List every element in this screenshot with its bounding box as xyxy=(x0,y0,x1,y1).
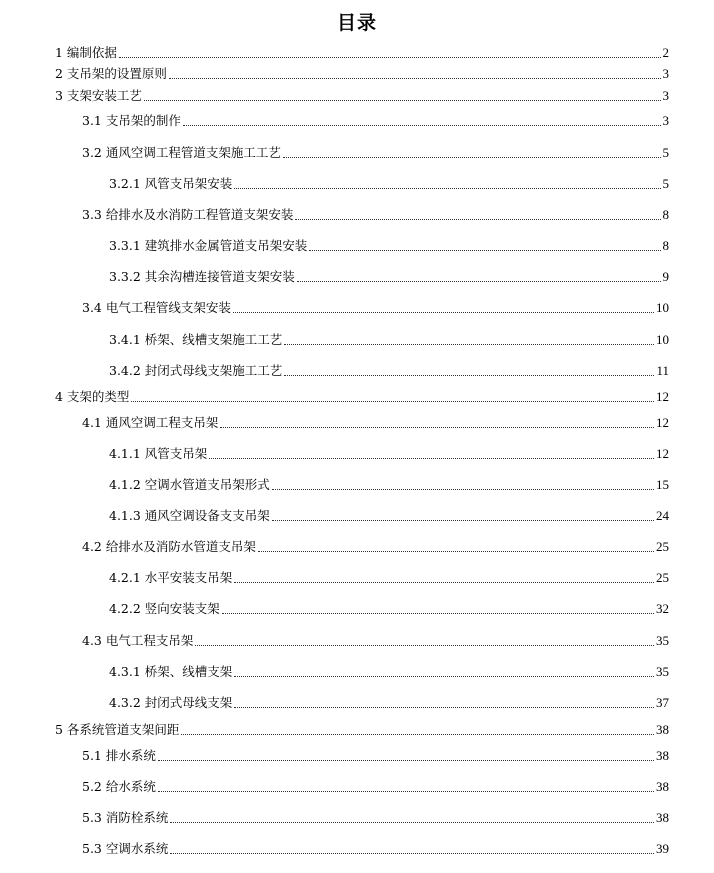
toc-entry-label: 5.3 空调水系统 xyxy=(82,841,169,856)
toc-entry-3-2-1[interactable] xyxy=(109,176,669,192)
toc-page-number: 39 xyxy=(656,841,669,856)
dot-leader xyxy=(195,645,654,646)
dot-leader xyxy=(119,57,661,58)
dot-leader xyxy=(272,520,654,521)
toc-entry-label: 4 支架的类型 xyxy=(55,389,130,404)
toc-entry-3-4-2[interactable] xyxy=(109,363,669,379)
toc-entry-label: 4.2.2 竖向安装支架 xyxy=(109,601,220,616)
toc-entry-label: 3.4.1 桥架、线槽支架施工工艺 xyxy=(109,332,283,347)
dot-leader xyxy=(209,458,654,459)
toc-page-number: 35 xyxy=(656,633,669,648)
toc-entry-5-3b[interactable] xyxy=(82,841,669,857)
toc-page-number: 35 xyxy=(656,664,669,679)
toc-entry-label: 3.4.2 封闭式母线支架施工工艺 xyxy=(109,363,283,378)
toc-page-number: 2 xyxy=(662,45,669,60)
toc-entry-1[interactable] xyxy=(55,45,669,61)
dot-leader xyxy=(170,822,654,823)
dot-leader xyxy=(284,375,654,376)
dot-leader xyxy=(183,125,661,126)
toc-page-number: 38 xyxy=(656,748,669,763)
toc-entry-3-2[interactable] xyxy=(82,145,669,161)
toc-page-number: 32 xyxy=(656,601,669,616)
toc-page-number: 38 xyxy=(656,810,669,825)
toc-entry-5-1[interactable] xyxy=(82,748,669,764)
toc-entry-label: 3.2 通风空调工程管道支架施工工艺 xyxy=(82,145,281,160)
dot-leader xyxy=(234,188,660,189)
toc-entry-label: 5.1 排水系统 xyxy=(82,748,156,763)
toc-entry-3-1[interactable] xyxy=(82,113,669,129)
toc-entry-5-2[interactable] xyxy=(82,779,669,795)
toc-entry-4-2-2[interactable] xyxy=(109,601,669,617)
toc-entry-4-1[interactable] xyxy=(82,415,669,431)
toc-entry-label: 5.3 消防栓系统 xyxy=(82,810,169,825)
toc-page-number: 8 xyxy=(662,238,669,253)
toc-page-number: 12 xyxy=(656,446,669,461)
toc-entry-3-3-1[interactable] xyxy=(109,238,669,254)
toc-entry-label: 4.1 通风空调工程支吊架 xyxy=(82,415,219,430)
dot-leader xyxy=(220,427,654,428)
toc-entry-label: 3.3 给排水及水消防工程管道支架安装 xyxy=(82,207,294,222)
dot-leader xyxy=(158,791,654,792)
toc-entry-4-3-2[interactable] xyxy=(109,695,669,711)
toc-page-number: 10 xyxy=(656,300,669,315)
toc-entry-label: 4.2.1 水平安装支吊架 xyxy=(109,570,233,585)
toc-entry-label: 4.3 电气工程支吊架 xyxy=(82,633,194,648)
toc-page-number: 3 xyxy=(662,113,669,128)
toc-entry-4-1-3[interactable] xyxy=(109,508,669,524)
toc-entry-4-3-1[interactable] xyxy=(109,664,669,680)
dot-leader xyxy=(131,401,654,402)
toc-entry-label: 2 支吊架的设置原则 xyxy=(55,66,167,81)
toc-page-number: 10 xyxy=(656,332,669,347)
dot-leader xyxy=(170,853,654,854)
dot-leader xyxy=(295,219,660,220)
toc-entry-label: 4.2 给排水及消防水管道支吊架 xyxy=(82,539,256,554)
dot-leader xyxy=(222,613,654,614)
dot-leader xyxy=(258,551,654,552)
toc-page-number: 12 xyxy=(656,415,669,430)
toc-page-number: 5 xyxy=(662,145,669,160)
toc-entry-label: 5.2 给水系统 xyxy=(82,779,156,794)
toc-entry-label: 4.1.2 空调水管道支吊架形式 xyxy=(109,477,270,492)
toc-entry-5-3a[interactable] xyxy=(82,810,669,826)
dot-leader xyxy=(234,707,654,708)
dot-leader xyxy=(284,344,654,345)
toc-page-number: 12 xyxy=(656,389,669,404)
toc-entry-label: 4.1.1 风管支吊架 xyxy=(109,446,208,461)
toc-entry-3[interactable] xyxy=(55,88,669,104)
dot-leader xyxy=(169,78,661,79)
toc-entry-4-1-1[interactable] xyxy=(109,446,669,462)
toc-page-number: 15 xyxy=(656,477,669,492)
dot-leader xyxy=(272,489,654,490)
dot-leader xyxy=(181,734,654,735)
dot-leader xyxy=(144,100,661,101)
dot-leader xyxy=(234,582,654,583)
toc-entry-3-3-2[interactable] xyxy=(109,269,669,285)
toc-entry-3-4-1[interactable] xyxy=(109,332,669,348)
toc-entry-4-2-1[interactable] xyxy=(109,570,669,586)
toc-page-number: 38 xyxy=(656,722,669,737)
toc-entry-label: 4.3.1 桥架、线槽支架 xyxy=(109,664,233,679)
toc-page-number: 5 xyxy=(662,176,669,191)
toc-page-number: 24 xyxy=(656,508,669,523)
toc-entry-4[interactable] xyxy=(55,389,669,405)
toc-entry-label: 3 支架安装工艺 xyxy=(55,88,142,103)
dot-leader xyxy=(283,157,661,158)
toc-entry-2[interactable] xyxy=(55,66,669,82)
dot-leader xyxy=(297,281,661,282)
dot-leader xyxy=(158,760,654,761)
dot-leader xyxy=(309,250,660,251)
toc-entry-label: 1 编制依据 xyxy=(55,45,117,60)
toc-entry-label: 4.1.3 通风空调设备支支吊架 xyxy=(109,508,270,523)
toc-entry-label: 3.3.1 建筑排水金属管道支吊架安装 xyxy=(109,238,308,253)
dot-leader xyxy=(233,312,654,313)
toc-entry-label: 4.3.2 封闭式母线支架 xyxy=(109,695,233,710)
toc-entry-4-2[interactable] xyxy=(82,539,669,555)
toc-page-number: 38 xyxy=(656,779,669,794)
toc-entry-label: 5 各系统管道支架间距 xyxy=(55,722,180,737)
toc-page-number: 9 xyxy=(662,269,669,284)
toc-page-number: 37 xyxy=(656,695,669,710)
toc-page-number: 11 xyxy=(656,363,669,378)
toc-entry-3-3[interactable] xyxy=(82,207,669,223)
toc-entry-3-4[interactable] xyxy=(82,300,669,316)
toc-entry-4-3[interactable] xyxy=(82,633,669,649)
toc-page-number: 3 xyxy=(662,66,669,81)
dot-leader xyxy=(234,676,654,677)
toc-page-number: 25 xyxy=(656,539,669,554)
toc-entry-label: 3.3.2 其余沟槽连接管道支架安装 xyxy=(109,269,295,284)
toc-page-number: 3 xyxy=(662,88,669,103)
toc-page-number: 8 xyxy=(662,207,669,222)
toc-entry-4-1-2[interactable] xyxy=(109,477,669,493)
toc-page-number: 25 xyxy=(656,570,669,585)
toc-entry-label: 3.2.1 风管支吊架安装 xyxy=(109,176,233,191)
toc-entry-label: 3.4 电气工程管线支架安装 xyxy=(82,300,231,315)
page-title: 目录 xyxy=(336,12,377,34)
toc-entry-5[interactable] xyxy=(55,722,669,738)
toc-entry-label: 3.1 支吊架的制作 xyxy=(82,113,181,128)
